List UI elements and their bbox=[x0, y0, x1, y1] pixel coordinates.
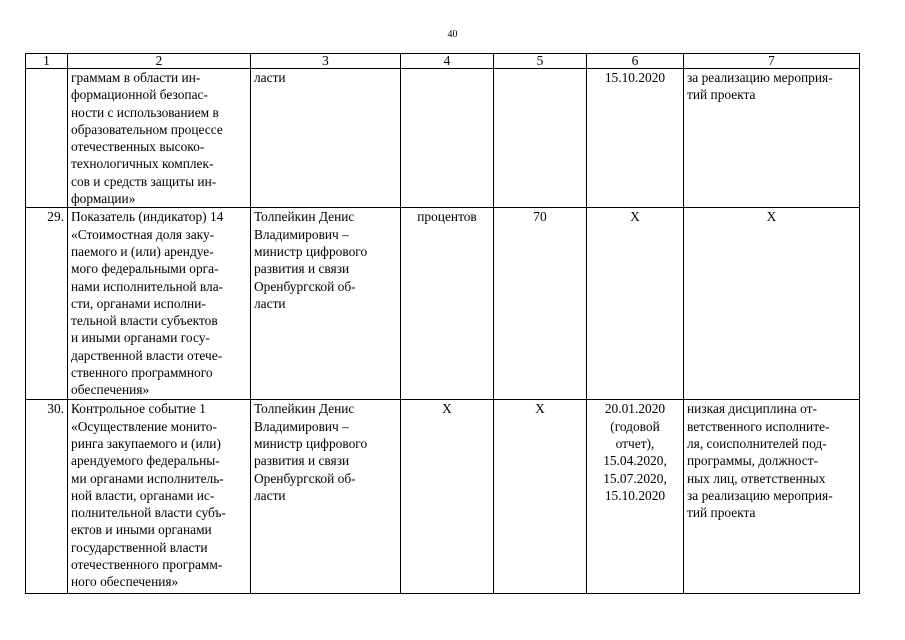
target-value: 70 bbox=[494, 208, 587, 400]
unit bbox=[401, 69, 494, 208]
risk-description: Х bbox=[684, 208, 860, 400]
column-header: 2 bbox=[68, 54, 251, 69]
deadline: 15.10.2020 bbox=[587, 69, 684, 208]
row-number: 29. bbox=[26, 208, 68, 400]
column-header: 7 bbox=[684, 54, 860, 69]
item-name: Показатель (индикатор) 14 «Стоимостная доля заку- паемого и (или) арендуе- мого федеральными орга- нами исполнительной вла- сти, органами исполни- тельной власти субъектов и иными органами госу- дарственной власти отече- ственного программного обеспечения» bbox=[68, 208, 251, 400]
responsible-person: ласти bbox=[251, 69, 401, 208]
plan-table bbox=[25, 53, 860, 594]
deadline: 20.01.2020 (годовой отчет), 15.04.2020, 15.07.2020, 15.10.2020 bbox=[587, 400, 684, 594]
page-number: 40 bbox=[447, 29, 458, 40]
table-row bbox=[26, 400, 860, 594]
header-row bbox=[26, 54, 860, 69]
responsible-person: Толпейкин Денис Владимирович – министр цифрового развития и связи Оренбургской об- ласти bbox=[251, 400, 401, 594]
target-value bbox=[494, 69, 587, 208]
row-number: 30. bbox=[26, 400, 68, 594]
responsible-person: Толпейкин Денис Владимирович – министр цифрового развития и связи Оренбургской об- ласти bbox=[251, 208, 401, 400]
unit: процентов bbox=[401, 208, 494, 400]
column-header: 5 bbox=[494, 54, 587, 69]
unit: Х bbox=[401, 400, 494, 594]
target-value: Х bbox=[494, 400, 587, 594]
risk-description: за реализацию мероприя- тий проекта bbox=[684, 69, 860, 208]
row-number bbox=[26, 69, 68, 208]
table-row bbox=[26, 208, 860, 400]
item-name: граммам в области ин- формационной безопас- ности с использованием в образовательном процессе отечественных высоко- технологичных комплек- сов и средств защиты ин- формации» bbox=[68, 69, 251, 208]
column-header: 4 bbox=[401, 54, 494, 69]
table-row bbox=[26, 69, 860, 208]
item-name: Контрольное событие 1 «Осуществление монито- ринга закупаемого и (или) арендуемого федеральны- ми органами исполнитель- ной власти, органами ис- полнительной власти субъ- ектов и иными органами государственной власти отечественного программ- ного обеспечения» bbox=[68, 400, 251, 594]
column-header: 6 bbox=[587, 54, 684, 69]
risk-description: низкая дисциплина от- ветственного исполните- ля, соисполнителей под- программы, должност- ных лиц, ответственных за реализацию мероприя- тий проекта bbox=[684, 400, 860, 594]
deadline: Х bbox=[587, 208, 684, 400]
column-header: 3 bbox=[251, 54, 401, 69]
column-header: 1 bbox=[26, 54, 68, 69]
